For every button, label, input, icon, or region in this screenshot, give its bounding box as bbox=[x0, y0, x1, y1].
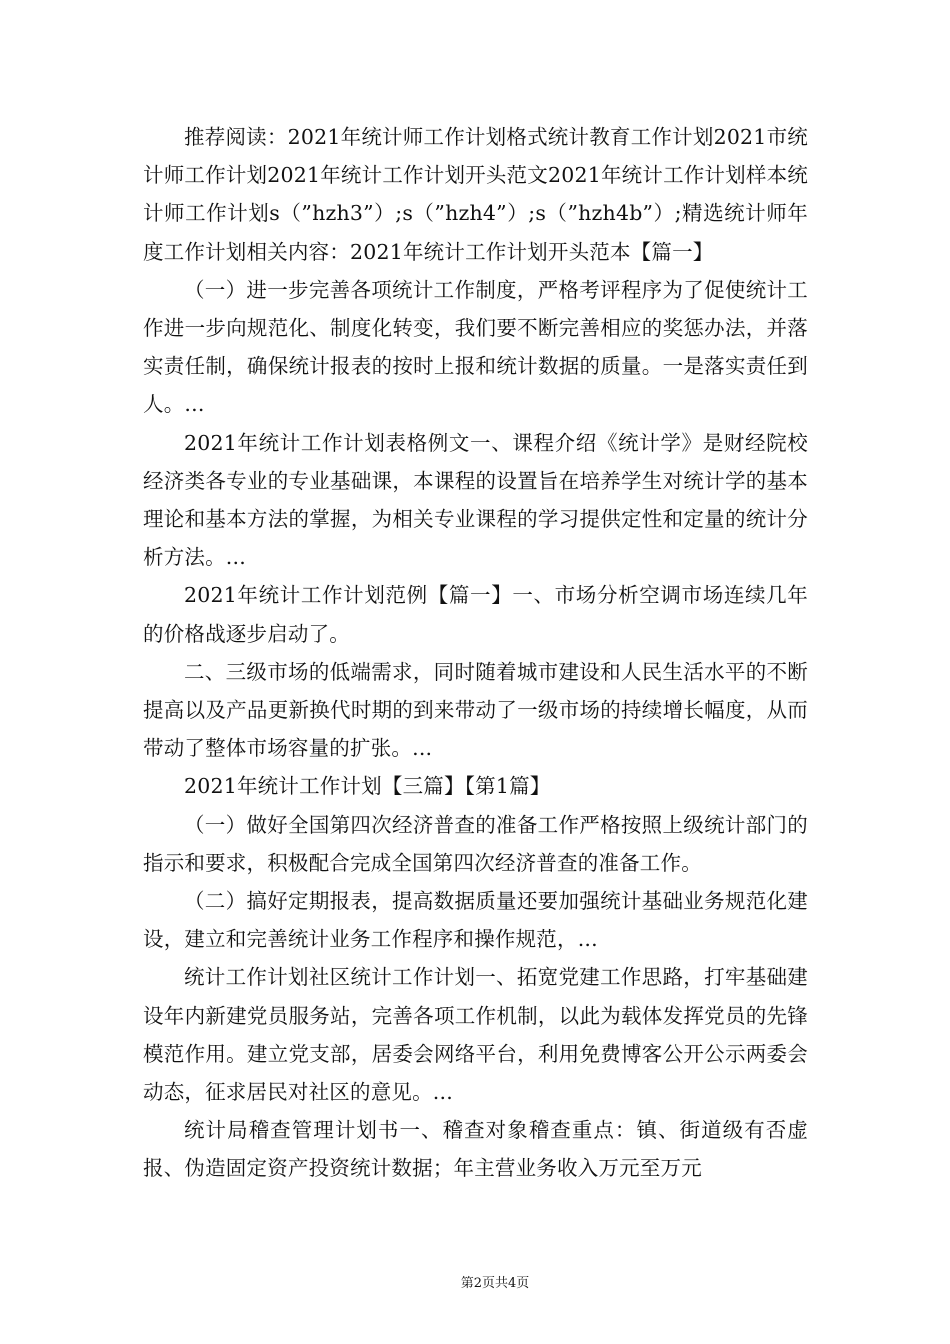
paragraph-recommended-reading: 推荐阅读：2021年统计师工作计划格式统计教育工作计划2021市统计师工作计划2021年统计工作计划开头范文2021年统计工作计划样本统计师工作计划s（”hzh3”）;s（”hzh4”）;s（”hzh4b”）;精选统计师年度工作计划相关内容：2021年统计工作计划开头范本【篇一】 bbox=[143, 125, 808, 264]
paragraph-course-intro: 2021年统计工作计划表格例文一、课程介绍《统计学》是财经院校经济类各专业的专业基础课，本课程的设置旨在培养学生对统计学的基本理论和基本方法的掌握，为相关专业课程的学习提供定性和定量的统计分析方法。... bbox=[143, 430, 808, 570]
paragraph-periodic-reports: （二）搞好定期报表，提高数据质量还要加强统计基础业务规范化建设，建立和完善统计业务工作程序和操作规范，... bbox=[143, 889, 808, 952]
paragraph-census-prep: （一）做好全国第四次经济普查的准备工作严格按照上级统计部门的指示和要求，积极配合完成全国第四次经济普查的准备工作。 bbox=[143, 812, 808, 875]
page-number-label: 第2页共4页 bbox=[460, 1276, 530, 1291]
paragraph-market-analysis: 2021年统计工作计划范例【篇一】一、市场分析空调市场连续几年的价格战逐步启动了。 bbox=[143, 583, 808, 646]
paragraph-three-articles-heading: 2021年统计工作计划【三篇】【第1篇】 bbox=[184, 774, 551, 799]
page-footer bbox=[0, 1276, 950, 1292]
paragraph-inspection-plan: 统计局稽查管理计划书一、稽查对象稽查重点：镇、街道级有否虚报、伪造固定资产投资统计数据；年主营业务收入万元至万元 bbox=[143, 1118, 808, 1181]
paragraph-community-plan: 统计工作计划社区统计工作计划一、拓宽党建工作思路，打牢基础建设年内新建党员服务站，完善各项工作机制，以此为载体发挥党员的先锋模范作用。建立党支部，居委会网络平台，利用免费博客公开公示两委会动态，征求居民对社区的意见。... bbox=[143, 965, 808, 1105]
document-body bbox=[143, 118, 808, 1188]
paragraph-market-demand: 二、三级市场的低端需求，同时随着城市建设和人民生活水平的不断提高以及产品更新换代时期的到来带动了一级市场的持续增长幅度，从而带动了整体市场容量的扩张。... bbox=[143, 659, 808, 761]
paragraph-item-1: （一）进一步完善各项统计工作制度，严格考评程序为了促使统计工作进一步向规范化、制度化转变，我们要不断完善相应的奖惩办法，并落实责任制，确保统计报表的按时上报和统计数据的质量。一是落实责任到人。... bbox=[143, 277, 808, 417]
